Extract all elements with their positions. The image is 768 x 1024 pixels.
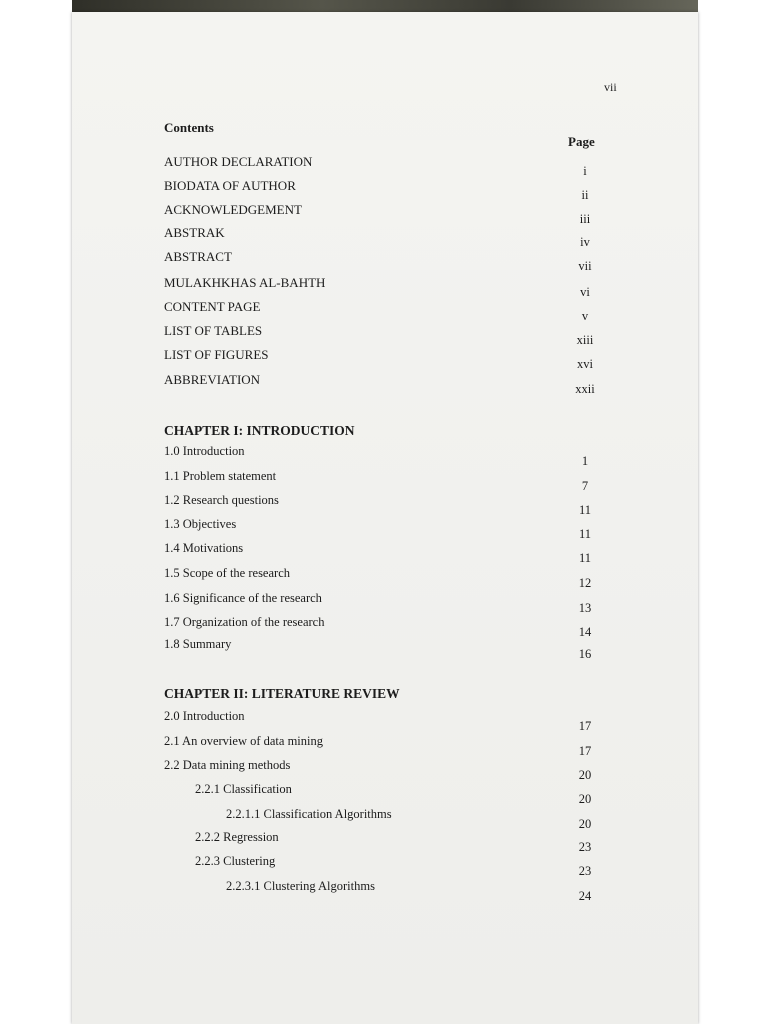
toc-entry[interactable]: LIST OF FIGURES [164,347,269,362]
toc-entry[interactable]: BIODATA OF AUTHOR [164,178,296,193]
toc-entry[interactable]: 2.2.1.1 Classification Algorithms [226,807,392,821]
toc-entry[interactable]: 1.8 Summary [164,637,232,651]
toc-row[interactable] [72,225,698,247]
toc-page: xvi [577,357,593,371]
toc-entry[interactable]: 2.1 An overview of data mining [164,734,323,748]
toc-entry[interactable]: 2.0 Introduction [164,709,245,723]
toc-page: 13 [578,601,592,615]
toc-row[interactable] [72,879,698,901]
toc-row[interactable] [72,541,698,563]
toc-row[interactable] [72,854,698,876]
toc-page: 20 [578,792,592,806]
toc-row[interactable] [72,469,698,491]
toc-page: 17 [578,744,592,758]
toc-entry[interactable]: 1.0 Introduction [164,444,245,458]
toc-row[interactable] [72,178,698,200]
toc-row[interactable] [72,637,698,659]
toc-entry[interactable]: 2.2 Data mining methods [164,758,291,772]
toc-row[interactable] [72,591,698,613]
toc-page: iii [579,212,591,226]
toc-entry[interactable]: 1.2 Research questions [164,493,279,507]
toc-entry[interactable]: 2.2.3.1 Clustering Algorithms [226,879,375,893]
chapter-title[interactable]: CHAPTER I: INTRODUCTION [164,423,355,438]
toc-row[interactable] [72,444,698,466]
page-number: vii [604,80,617,94]
toc-page: 12 [578,576,592,590]
toc-page: 1 [581,454,589,468]
toc-page: xiii [576,333,594,347]
toc-page: 23 [578,864,592,878]
toc-row[interactable] [72,782,698,804]
toc-entry[interactable]: ABSTRAK [164,225,225,240]
toc-page: 20 [578,768,592,782]
toc-page: 11 [578,527,592,541]
toc-page: 11 [578,503,592,517]
document-page [72,12,698,1024]
toc-page: 16 [578,647,592,661]
toc-row[interactable] [72,615,698,637]
toc-entry[interactable]: ABBREVIATION [164,372,261,387]
left-margin [0,0,72,1024]
toc-row[interactable] [72,154,698,176]
toc-entry[interactable]: 1.1 Problem statement [164,469,277,483]
toc-page: 23 [578,840,592,854]
toc-entry[interactable]: 2.2.1 Classification [195,782,292,796]
toc-row[interactable] [72,830,698,852]
toc-entry[interactable]: ABSTRACT [164,249,232,264]
toc-page: 14 [578,625,592,639]
toc-entry[interactable]: ACKNOWLEDGEMENT [164,202,302,217]
toc-entry[interactable]: 1.7 Organization of the research [164,615,325,629]
toc-row[interactable] [72,347,698,369]
toc-page: v [581,309,589,323]
toc-entry[interactable]: 1.5 Scope of the research [164,566,290,580]
toc-row[interactable] [72,323,698,345]
toc-page: 17 [578,719,592,733]
toc-entry[interactable]: MULAKHKHAS AL-BAHTH [164,275,326,290]
toc-row[interactable] [72,734,698,756]
toc-page: i [583,164,587,178]
toc-row[interactable] [72,493,698,515]
toc-page: vii [578,259,592,273]
toc-page: iv [580,235,590,249]
toc-row[interactable] [72,249,698,271]
toc-row[interactable] [72,372,698,394]
right-margin [698,0,768,1024]
toc-page: ii [581,188,589,202]
toc-entry[interactable]: 2.2.3 Clustering [195,854,276,868]
toc-page: xxii [575,382,595,396]
toc-entry[interactable]: 1.4 Motivations [164,541,244,555]
toc-row[interactable] [72,709,698,731]
toc-row[interactable] [72,275,698,297]
toc-page: 7 [581,479,589,493]
toc-entry[interactable]: 1.3 Objectives [164,517,237,531]
toc-entry[interactable]: 2.2.2 Regression [195,830,279,844]
toc-row[interactable] [72,758,698,780]
contents-title: Contents [164,120,214,135]
toc-row[interactable] [72,566,698,588]
chapter-title[interactable]: CHAPTER II: LITERATURE REVIEW [164,686,400,701]
toc-row[interactable] [72,202,698,224]
toc-row[interactable] [72,299,698,321]
toc-entry[interactable]: CONTENT PAGE [164,299,261,314]
toc-entry[interactable]: AUTHOR DECLARATION [164,154,313,169]
toc-page: vi [580,285,590,299]
toc-row[interactable] [72,807,698,829]
toc-entry[interactable]: 1.6 Significance of the research [164,591,322,605]
toc-page: 11 [578,551,592,565]
toc-entry[interactable]: LIST OF TABLES [164,323,263,338]
toc-page: 24 [578,889,592,903]
page-column-header: Page [568,134,595,149]
toc-row[interactable] [72,517,698,539]
toc-page: 20 [578,817,592,831]
